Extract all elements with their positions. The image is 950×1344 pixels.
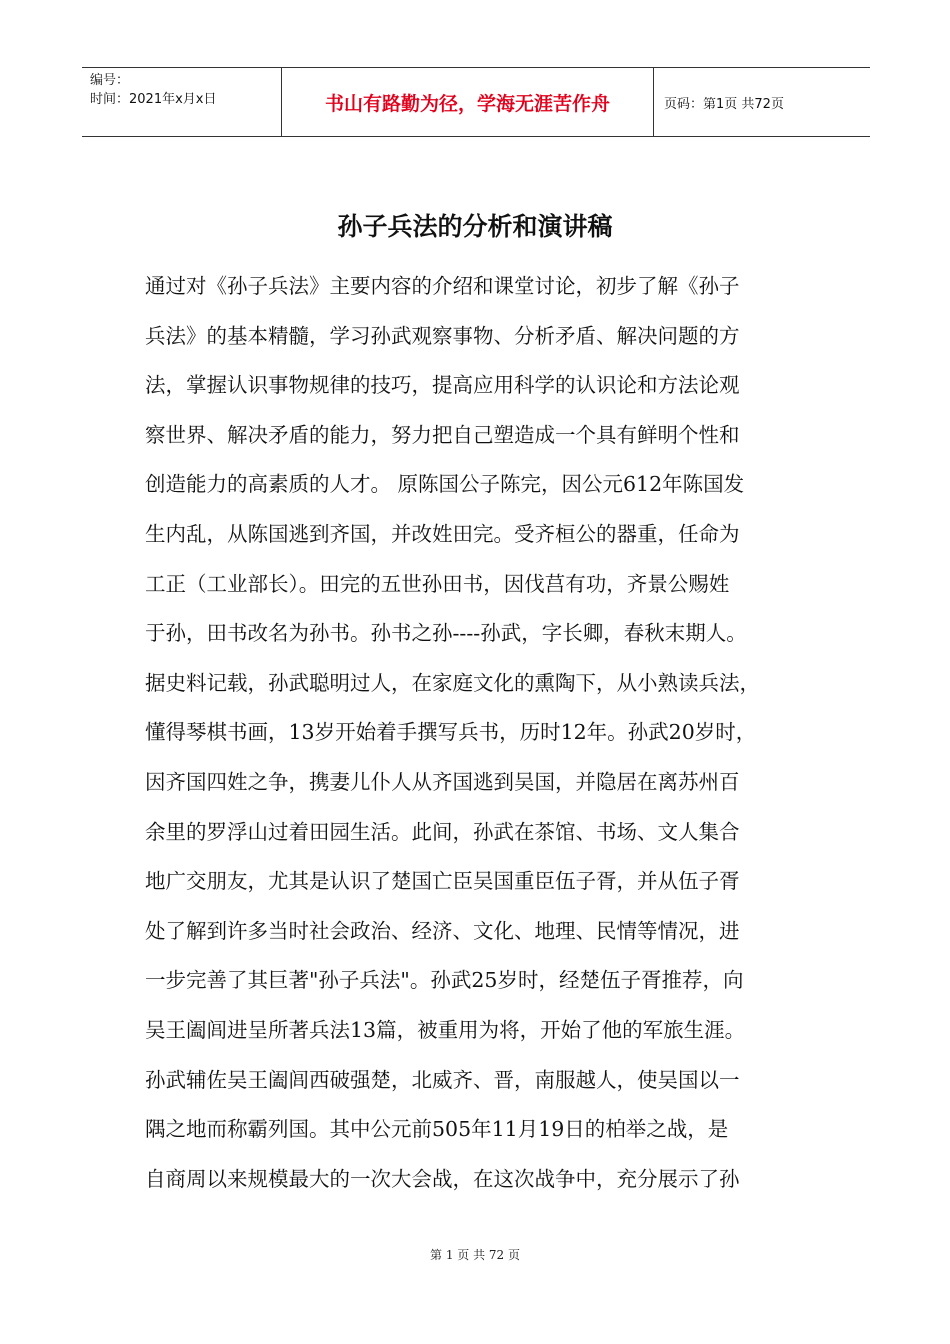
body-line: 吴王阖闾进呈所著兵法13篇，被重用为将，开始了他的军旅生涯。: [145, 1017, 746, 1042]
body-line: 自商周以来规模最大的一次大会战，在这次战争中，充分展示了孙: [145, 1166, 740, 1191]
header-motto: 书山有路勤为径，学海无涯苦作舟: [282, 68, 654, 136]
page-footer: 第 1 页 共 72 页: [430, 1248, 520, 1262]
body-line: 懂得琴棋书画，13岁开始着手撰写兵书，历时12年。孙武20岁时，: [145, 720, 757, 745]
header-meta: [82, 68, 282, 136]
body-line: 处了解到许多当时社会政治、经济、文化、地理、民情等情况，进: [145, 918, 740, 943]
document-title: 孙子兵法的分析和演讲稿: [337, 212, 613, 241]
body-line: 创造能力的高素质的人才。 原陈国公子陈完，因公元612年陈国发: [145, 472, 745, 497]
body-line: 于孙，田书改名为孙书。孙书之孙----孙武，字长卿，春秋末期人。: [145, 621, 747, 646]
body-line: 地广交朋友，尤其是认识了楚国亡臣吴国重臣伍子胥，并从伍子胥: [145, 869, 740, 894]
body-line: 隅之地而称霸列国。其中公元前505年11月19日的柏举之战，是: [145, 1117, 729, 1142]
document-number-label: 编号：: [90, 73, 130, 88]
body-line: 兵法》的基本精髓，学习孙武观察事物、分析矛盾、解决问题的方: [145, 323, 740, 348]
document-body: [145, 262, 807, 1204]
header-page-info: 页码：第1页 共72页: [664, 96, 784, 112]
body-line: 通过对《孙子兵法》主要内容的介绍和课堂讨论，初步了解《孙子: [145, 274, 740, 298]
body-line: 余里的罗浮山过着田园生活。此间，孙武在茶馆、书场、文人集合: [145, 819, 740, 844]
document-date: 时间：2021年x月x日: [90, 92, 217, 107]
body-line: 察世界、解决矛盾的能力，努力把自己塑造成一个具有鲜明个性和: [145, 422, 740, 447]
body-line: 法，掌握认识事物规律的技巧，提高应用科学的认识论和方法论观: [145, 373, 740, 398]
body-line: 一步完善了其巨著"孙子兵法"。孙武25岁时，经楚伍子胥推荐，向: [145, 968, 744, 993]
body-line: 生内乱，从陈国逃到齐国，并改姓田完。受齐桓公的器重，任命为: [145, 521, 740, 546]
page-header: [82, 67, 870, 137]
body-line: 据史料记载，孙武聪明过人，在家庭文化的熏陶下，从小熟读兵法，: [145, 670, 760, 695]
body-line: 孙武辅佐吴王阖闾西破强楚，北威齐、晋，南服越人，使吴国以一: [145, 1067, 740, 1092]
body-line: 工正（工业部长）。田完的五世孙田书，因伐莒有功，齐景公赐姓: [145, 571, 730, 596]
body-line: 因齐国四姓之争，携妻儿仆人从齐国逃到吴国，并隐居在离苏州百: [145, 769, 740, 794]
